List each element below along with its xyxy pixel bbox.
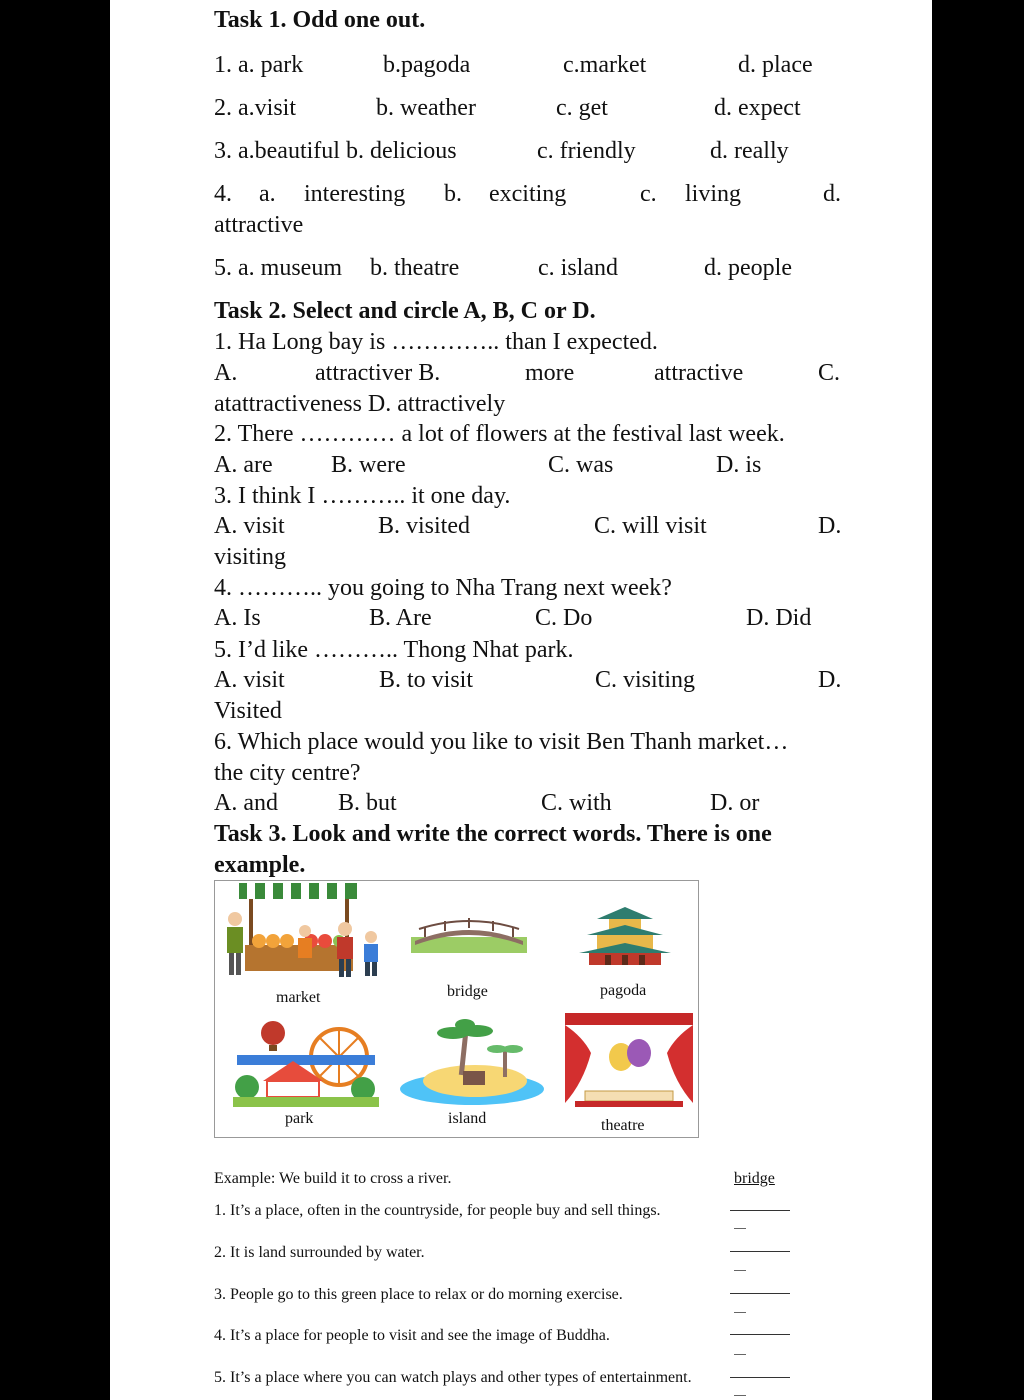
t2-q3-c: C. will visit: [594, 513, 707, 539]
t1-q4-c-word: living: [685, 181, 742, 207]
t2-q5-b: B. to visit: [379, 667, 474, 693]
task3-title: Task 3. Look and write the correct words. There is one: [214, 821, 772, 847]
t3-question-2: 2. It is land surrounded by water.: [214, 1244, 425, 1261]
t2-q6-c: C. with: [541, 790, 612, 816]
t2-q1-line2: atattractiveness D. attractively: [214, 391, 506, 417]
t1-q4-a-word: interesting: [304, 181, 406, 207]
t1-q1-d: d. place: [738, 52, 813, 78]
answer-dash-1: [734, 1228, 746, 1229]
answer-dash-3: [734, 1312, 746, 1313]
caption-market: market: [276, 989, 321, 1006]
t1-q2-a: 2. a.visit: [214, 95, 296, 121]
t2-q6-a: A. and: [214, 790, 278, 816]
t2-q3-stem: 3. I think I ……….. it one day.: [214, 483, 511, 509]
t1-q1-b: b.pagoda: [383, 52, 471, 78]
answer-line-5[interactable]: [730, 1377, 790, 1378]
t2-q2-c: C. was: [548, 452, 614, 478]
t2-q5-d-text: Visited: [214, 698, 282, 724]
t1-q2-b: b. weather: [376, 95, 476, 121]
t1-q3-ab: 3. a.beautiful b. delicious: [214, 138, 457, 164]
t2-q2-stem: 2. There ………… a lot of flowers at the festival last week.: [214, 421, 785, 447]
t2-q2-d: D. is: [716, 452, 762, 478]
t2-q3-d-text: visiting: [214, 544, 287, 570]
t1-q3-d: d. really: [710, 138, 789, 164]
t2-q4-b: B. Are: [369, 605, 432, 631]
task1-title: Task 1. Odd one out.: [214, 7, 426, 33]
t2-q5-c: C. visiting: [595, 667, 696, 693]
t1-q5-a: 5. a. museum: [214, 255, 342, 281]
t2-q6-stem: 6. Which place would you like to visit Ben Thanh market…: [214, 729, 789, 755]
t2-q6-stem2: the city centre?: [214, 760, 361, 786]
t1-q1-a: 1. a. park: [214, 52, 304, 78]
task2-title: Task 2. Select and circle A, B, C or D.: [214, 298, 596, 324]
t3-question-5: 5. It’s a place where you can watch plays and other types of entertainment.: [214, 1369, 692, 1386]
task3-title-line2: example.: [214, 852, 306, 878]
t2-q2-a: A. are: [214, 452, 273, 478]
t3-question-3: 3. People go to this green place to relax or do morning exercise.: [214, 1286, 623, 1303]
t1-q4-d: d.: [823, 181, 841, 207]
caption-theatre: theatre: [601, 1117, 645, 1134]
t1-q4-a: a.: [259, 181, 276, 207]
caption-island: island: [448, 1110, 487, 1127]
pagoda-picture: [575, 905, 675, 965]
t2-q1-stem: 1. Ha Long bay is ………….. than I expected.: [214, 329, 658, 355]
t3-question-1: 1. It’s a place, often in the countryside, for people buy and sell things.: [214, 1202, 661, 1219]
picture-grid: [214, 880, 699, 1138]
t2-q5-d: D.: [818, 667, 842, 693]
t1-q4-number: 4.: [214, 181, 232, 207]
caption-park: park: [285, 1110, 314, 1127]
park-picture: [233, 1021, 379, 1107]
t1-q2-c: c. get: [556, 95, 608, 121]
t2-q1-b-text: more: [525, 360, 575, 386]
t1-q3-c: c. friendly: [537, 138, 636, 164]
t2-q1-c: C.: [818, 360, 841, 386]
t1-q4-c: c.: [640, 181, 657, 207]
t2-q4-d: D. Did: [746, 605, 812, 631]
t2-q4-c: C. Do: [535, 605, 593, 631]
t1-q5-c: c. island: [538, 255, 618, 281]
t2-q3-b: B. visited: [378, 513, 471, 539]
t1-q4-b-word: exciting: [489, 181, 567, 207]
answer-line-4[interactable]: [730, 1334, 790, 1335]
answer-dash-5: [734, 1395, 746, 1396]
caption-pagoda: pagoda: [600, 982, 647, 999]
answer-dash-2: [734, 1270, 746, 1271]
t2-q4-a: A. Is: [214, 605, 261, 631]
t2-q3-d: D.: [818, 513, 842, 539]
t1-q2-d: d. expect: [714, 95, 801, 121]
answer-line-3[interactable]: [730, 1293, 790, 1294]
example-answer: bridge: [734, 1170, 775, 1187]
t1-q4-b: b.: [444, 181, 462, 207]
bridge-picture: [411, 915, 527, 955]
t2-q4-stem: 4. ……….. you going to Nha Trang next week?: [214, 575, 672, 601]
t2-q1-a: A.: [214, 360, 238, 386]
t1-q5-b: b. theatre: [370, 255, 460, 281]
answer-dash-4: [734, 1354, 746, 1355]
t2-q3-a: A. visit: [214, 513, 285, 539]
caption-bridge: bridge: [447, 983, 488, 1000]
t2-q2-b: B. were: [331, 452, 406, 478]
t2-q5-a: A. visit: [214, 667, 285, 693]
t2-q6-b: B. but: [338, 790, 397, 816]
t2-q1-b-text2: attractive: [654, 360, 744, 386]
answer-line-2[interactable]: [730, 1251, 790, 1252]
answer-line-1[interactable]: [730, 1210, 790, 1211]
t2-q1-a-text: attractiver B.: [315, 360, 441, 386]
island-picture: [397, 1019, 547, 1107]
t3-question-4: 4. It’s a place for people to visit and see the image of Buddha.: [214, 1327, 610, 1344]
t1-q5-d: d. people: [704, 255, 792, 281]
t2-q5-stem: 5. I’d like ……….. Thong Nhat park.: [214, 637, 574, 663]
market-picture: [219, 883, 387, 987]
t2-q6-d: D. or: [710, 790, 760, 816]
t1-q4-d-word: attractive: [214, 212, 304, 238]
t1-q1-c: c.market: [563, 52, 647, 78]
theatre-picture: [565, 1013, 693, 1111]
example-text: Example: We build it to cross a river.: [214, 1170, 452, 1187]
